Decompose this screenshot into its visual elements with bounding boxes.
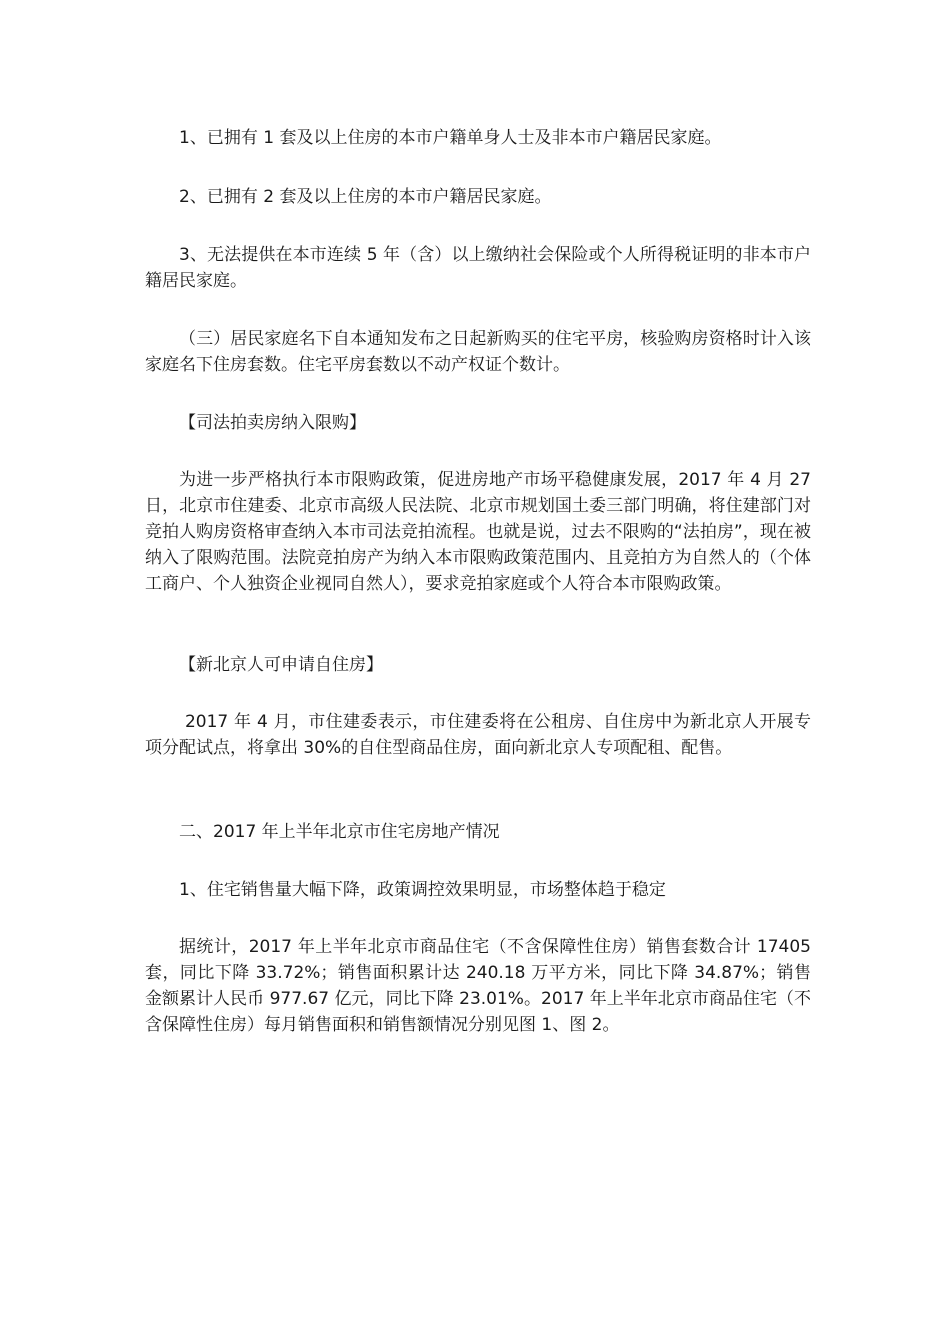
paragraph-bungalow-rule: （三）居民家庭名下自本通知发布之日起新购买的住宅平房，核验购房资格时计入该家庭名下住房套数。住宅平房套数以不动产权证个数计。 — [145, 329, 811, 375]
list-item-condition-1: 1、已拥有 1 套及以上住房的本市户籍单身人士及非本市户籍居民家庭。 — [179, 128, 722, 148]
section-heading-new-beijinger: 【新北京人可申请自住房】 — [179, 655, 383, 675]
list-item-condition-2: 2、已拥有 2 套及以上住房的本市户籍居民家庭。 — [179, 187, 552, 207]
paragraph-sales-statistics: 据统计，2017 年上半年北京市商品住宅（不含保障性住房）销售套数合计 17405 套，同比下降 33.72%；销售面积累计达 240.18 万平方米，同比下降 34.87%；销售金额累计人民币 977.67 亿元，同比下降 23.01%。2017 年上半年北京市商品住宅（不含保障性住房）每月销售面积和销售额情况分别见图 1、图 2。 — [145, 937, 811, 1035]
section-heading-h1-2017: 二、2017 年上半年北京市住宅房地产情况 — [179, 822, 500, 842]
paragraph-judicial-auction: 为进一步严格执行本市限购政策，促进房地产市场平稳健康发展，2017 年 4 月 27 日，北京市住建委、北京市高级人民法院、北京市规划国土委三部门明确，将住建部门对竞拍人购房资格审查纳入本市司法竞拍流程。也就是说，过去不限购的“法拍房”，现在被纳入了限购范围。法院竞拍房产为纳入本市限购政策范围内、且竞拍方为自然人的（个体工商户、个人独资企业视同自然人），要求竞拍家庭或个人符合本市限购政策。 — [145, 470, 811, 594]
section-heading-judicial-auction: 【司法拍卖房纳入限购】 — [179, 413, 366, 433]
list-item-condition-3: 3、无法提供在本市连续 5 年（含）以上缴纳社会保险或个人所得税证明的非本市户籍居民家庭。 — [145, 245, 811, 291]
paragraph-new-beijinger: 2017 年 4 月，市住建委表示，市住建委将在公租房、自住房中为新北京人开展专项分配试点，将拿出 30%的自住型商品住房，面向新北京人专项配租、配售。 — [145, 712, 811, 758]
subsection-heading-sales-decline: 1、住宅销售量大幅下降，政策调控效果明显，市场整体趋于稳定 — [179, 880, 666, 900]
